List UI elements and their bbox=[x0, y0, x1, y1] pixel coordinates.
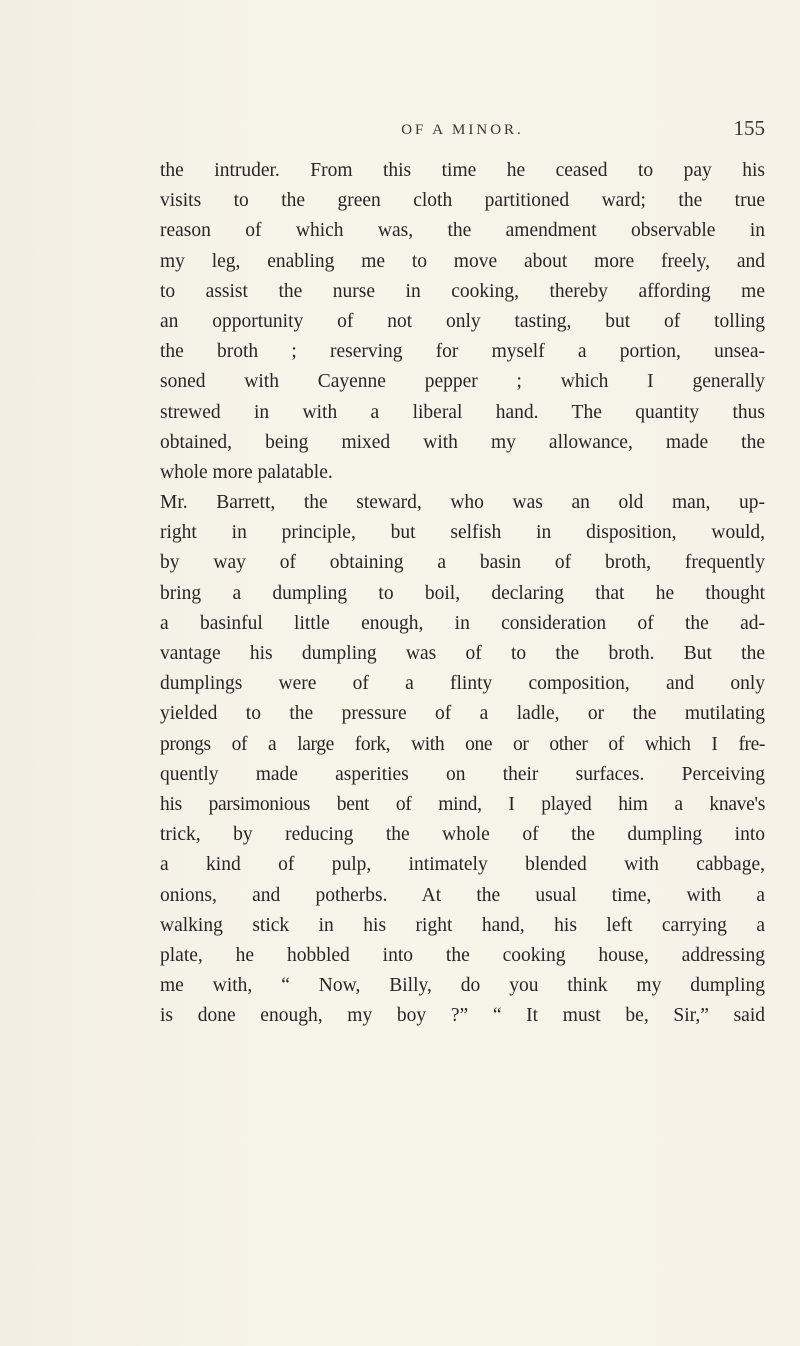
text-line: the broth ; reserving for myself a portion, unsea- bbox=[160, 341, 765, 363]
text-line: a basinful little enough, in consideration of the ad- bbox=[160, 612, 765, 634]
text-line: prongs of a large fork, with one or other of which I fre- bbox=[160, 733, 765, 755]
text-line: right in principle, but selfish in disposition, would, bbox=[160, 522, 765, 544]
text-line: onions, and potherbs. At the usual time, with a bbox=[160, 884, 765, 906]
text-line: strewed in with a liberal hand. The quantity thus bbox=[160, 401, 765, 423]
text-line: is done enough, my boy ?” “ It must be, Sir,” said bbox=[160, 1005, 765, 1027]
running-title: OF A MINOR. bbox=[401, 122, 524, 138]
text-line: reason of which was, the amendment observable in bbox=[160, 220, 765, 242]
text-line: vantage his dumpling was of to the broth. But the bbox=[160, 643, 765, 664]
text-line: his parsimonious bent of mind, I played him a knave's bbox=[160, 793, 765, 815]
text-line: walking stick in his right hand, his left carrying a bbox=[160, 914, 765, 936]
text-line: my leg, enabling me to move about more freely, and bbox=[160, 250, 765, 272]
text-line: an opportunity of not only tasting, but of tolling bbox=[160, 310, 765, 332]
page-number: 155 bbox=[733, 116, 765, 140]
text-line: the intruder. From this time he ceased to pay his bbox=[160, 160, 765, 181]
running-head bbox=[160, 116, 765, 146]
text-line: whole more palatable. bbox=[160, 461, 333, 483]
body-text bbox=[160, 156, 765, 1031]
text-line: yielded to the pressure of a ladle, or the mutilating bbox=[160, 703, 765, 725]
text-line: soned with Cayenne pepper ; which I generally bbox=[160, 371, 765, 393]
text-line: visits to the green cloth partitioned ward; the true bbox=[160, 190, 765, 212]
text-line: dumplings were of a flinty composition, and only bbox=[160, 673, 765, 695]
text-line: me with, “ Now, Billy, do you think my dumpling bbox=[160, 975, 765, 997]
text-line: obtained, being mixed with my allowance, made the bbox=[160, 431, 765, 453]
text-line: bring a dumpling to boil, declaring that he thought bbox=[160, 582, 765, 604]
text-line: Mr. Barrett, the steward, who was an old man, up- bbox=[160, 492, 765, 514]
text-line: to assist the nurse in cooking, thereby affording me bbox=[160, 280, 765, 302]
text-line: plate, he hobbled into the cooking house, addressing bbox=[160, 944, 765, 966]
text-line: trick, by reducing the whole of the dumpling into bbox=[160, 824, 765, 846]
text-line: by way of obtaining a basin of broth, frequently bbox=[160, 552, 765, 574]
text-line: quently made asperities on their surfaces. Perceiving bbox=[160, 763, 765, 785]
text-line: a kind of pulp, intimately blended with cabbage, bbox=[160, 854, 765, 876]
